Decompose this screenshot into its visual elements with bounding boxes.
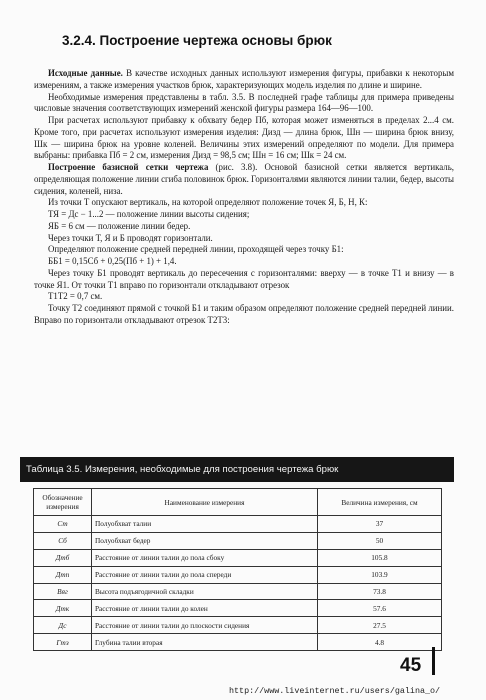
cell-value: 27.5 xyxy=(318,617,442,634)
paragraph: Точку Т2 соединяют прямой с точкой Б1 и таким образом определяют положение средней передней линии. Вправо по горизонтали откладывают отрезок Т2Т3: xyxy=(34,303,454,325)
cell-value: 105.8 xyxy=(318,549,442,566)
table-row xyxy=(34,634,442,651)
table-row xyxy=(34,583,442,600)
page-number: 45 xyxy=(400,655,422,676)
cell-value: 57.6 xyxy=(318,600,442,617)
paragraph: Необходимые измерения представлены в табл. 3.5. В последней графе таблицы для примера приведены числовые значения соответствующих измерений женской фигуры размера 164—96—100. xyxy=(34,91,454,114)
formula: Т1Т2 = 0,7 см. xyxy=(48,291,103,302)
table-row xyxy=(34,532,442,549)
formula: ТЯ = Дс − 1...2 — положение линии высоты сидения; xyxy=(48,209,250,219)
table-title: Таблица 3.5. Измерения, необходимые для построения чертежа брюк xyxy=(20,457,454,482)
measurements-table-block xyxy=(20,457,454,651)
cell-name: Глубина талии вторая xyxy=(92,634,318,651)
cell-name: Расстояние от линии талии до пола сбоку xyxy=(92,549,318,566)
cell-value: 37 xyxy=(318,516,442,533)
section-heading: 3.2.4. Построение чертежа основы брюк xyxy=(62,33,332,48)
paragraph-lead: Исходные данные. xyxy=(48,68,123,78)
paragraph-text: (рис. 3.8). Основой базисной сетки является вертикаль, определяющая положение линии сгиба половинок брюк. Горизонталями являются линии талии, бедер, высоты сидения, коленей, низа. xyxy=(34,162,454,196)
paragraph: Через точки Т, Я и Б проводят горизонтали. xyxy=(48,232,213,243)
cell-symbol: Дтб xyxy=(34,549,92,566)
cell-value: 50 xyxy=(318,532,442,549)
paragraph: При расчетах используют прибавку к обхвату бедер Пб, которая может изменяться в пределах 2...4 см. Кроме того, при расчетах используют измерения изделия: Дизд — длина брюк, Шн — ширина брюк внизу, Шк — ширина брюк на уровне коленей. Величины этих измерений определяют по модели. Для примера выбраны: прибавка Пб = 2 см, измерения Дизд = 98,5 см; Шн = 16 см; Шк = 24 см. xyxy=(34,115,454,161)
cell-name: Полуобхват бедер xyxy=(92,532,318,549)
cell-symbol: Ст xyxy=(34,516,92,533)
paragraph-text: В качестве исходных данных используют измерения фигуры, прибавки к некоторым измерениям, а также измерения участков брюк, характеризующих модель изделия по длине и ширине. xyxy=(34,68,455,90)
cell-symbol: Дс xyxy=(34,617,92,634)
table-row xyxy=(34,549,442,566)
formula: ЯБ = 6 см — положение линии бедер. xyxy=(48,220,191,231)
paragraph-source-data xyxy=(34,68,454,92)
cell-name: Высота подъягодичной складки xyxy=(92,583,318,600)
measurements-table xyxy=(33,488,442,651)
cell-value: 73.8 xyxy=(318,583,442,600)
formula: ББ1 = 0,15Сб + 0,25(Пб + 1) + 1,4. xyxy=(48,256,177,266)
page-number-bar xyxy=(432,647,435,675)
column-header: Величина измерения, см xyxy=(318,489,442,516)
column-header: Обозначение измерения xyxy=(34,489,92,516)
cell-symbol: Вяг xyxy=(34,583,92,600)
paragraph: Через точку Б1 проводят вертикаль до пересечения с горизонталями: вверху — в точке Т1 и внизу — в точке Я1. От точки Т1 вправо по горизонтали откладывают отрезок xyxy=(34,267,454,290)
cell-value: 103.9 xyxy=(318,566,442,583)
body-text xyxy=(34,68,454,327)
cell-name: Полуобхват талии xyxy=(92,516,318,533)
paragraph-lead: Построение базисной сетки чертежа xyxy=(48,162,209,172)
table-row xyxy=(34,566,442,583)
paragraph: Определяют положение средней передней линии, проходящей через точку Б1: xyxy=(48,244,344,255)
cell-symbol: Гтз xyxy=(34,634,92,651)
table-row xyxy=(34,617,442,634)
cell-value: 4.8 xyxy=(318,634,442,651)
paragraph-grid xyxy=(34,162,454,197)
cell-name: Расстояние от линии талии до плоскости сидения xyxy=(92,617,318,634)
cell-name: Расстояние от линии талии до пола спереди xyxy=(92,566,318,583)
table-row xyxy=(34,516,442,533)
cell-symbol: Дтп xyxy=(34,566,92,583)
cell-symbol: Сб xyxy=(34,532,92,549)
paragraph: Из точки Т опускают вертикаль, на которой определяют положение точек Я, Б, Н, К: xyxy=(48,197,368,208)
table-header-row xyxy=(34,489,442,516)
cell-symbol: Дтк xyxy=(34,600,92,617)
table-row xyxy=(34,600,442,617)
source-url: http://www.liveinternet.ru/users/galina_o/ xyxy=(229,686,441,696)
cell-name: Расстояние от линии талии до колен xyxy=(92,600,318,617)
column-header: Наименование измерения xyxy=(92,489,318,516)
